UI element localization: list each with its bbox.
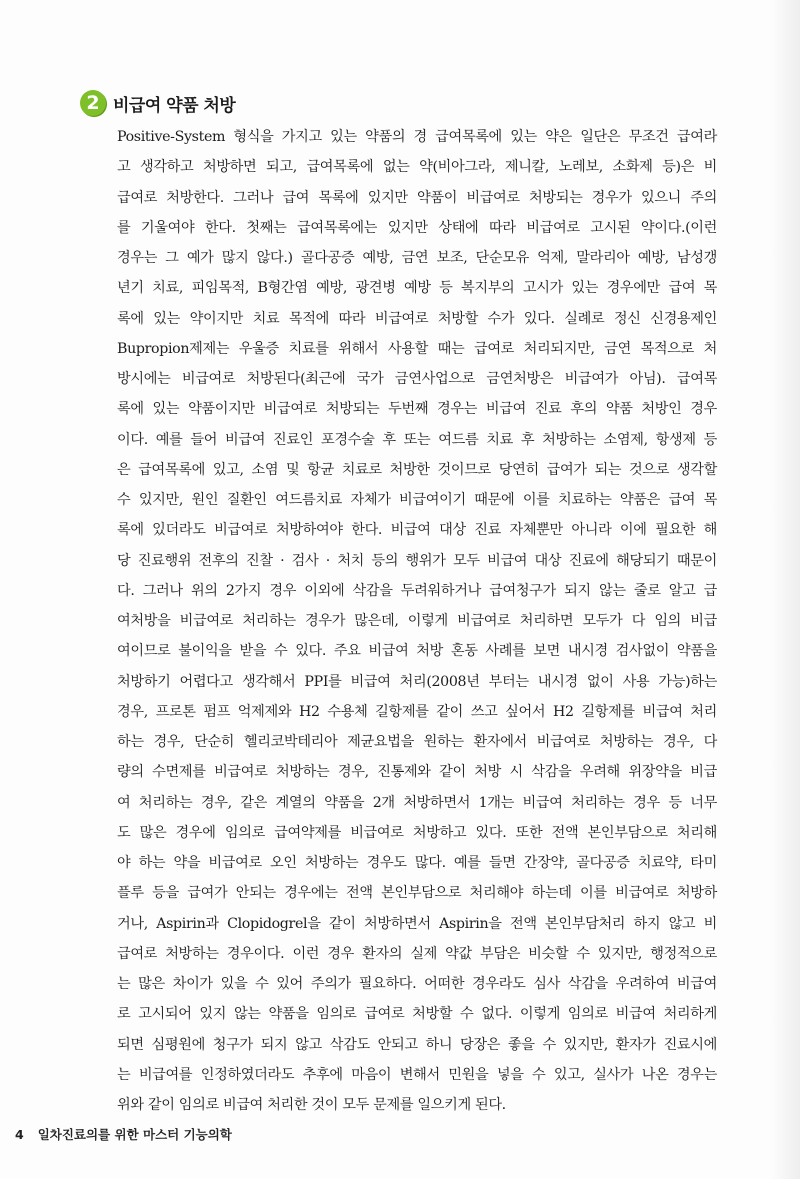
paragraph-line: 를 기울여야 한다. 첫째는 급여목록에는 있지만 상태에 따라 비급여로 고시된 약이다.(이런 <box>117 219 717 236</box>
paragraph-line: 급여로 처방한다. 그러나 급여 목록에 있지만 약품이 비급여로 처방되는 경우가 있으니 주의 <box>117 189 717 206</box>
paragraph-line: 다. 그러나 위의 2가지 경우 이외에 삭감을 두려워하거나 급여청구가 되지 않는 줄로 알고 급 <box>117 582 717 599</box>
page-edge-shadow <box>770 0 800 1179</box>
paragraph-line: Bupropion제제는 우울증 치료를 위해서 사용할 때는 급여로 처리되지만, 금연 목적으로 처 <box>117 340 717 357</box>
paragraph-line: 수 있지만, 원인 질환인 여드름치료 자체가 비급여이기 때문에 이를 치료하는 약품은 급여 목 <box>117 492 717 508</box>
paragraph-line: 년기 치료, 피임목적, B형간염 예방, 광견병 예방 등 복지부의 고시가 있는 경우에만 급여 목 <box>117 280 717 297</box>
body-paragraph <box>117 122 717 1120</box>
paragraph-line: 록에 있는 약이지만 치료 목적에 따라 비급여로 처방할 수가 있다. 실례로 정신 신경용제인 <box>117 310 717 327</box>
paragraph-line: 여이므로 불이익을 받을 수 있다. 주요 비급여 처방 혼동 사례를 보면 내시경 검사없이 약품을 <box>117 643 717 660</box>
paragraph-line: 여 처리하는 경우, 같은 계열의 약품을 2개 처방하면서 1개는 비급여 처리하는 경우 등 너무 <box>117 794 717 811</box>
page-footer <box>15 1125 232 1143</box>
paragraph-line: 로 고시되어 있지 않는 약품을 임의로 급여로 처방할 수 없다. 이렇게 임의로 비급여 처리하게 <box>117 1006 717 1023</box>
paragraph-line: 은 급여목록에 있고, 소염 및 항균 치료로 처방한 것이므로 당연히 급여가 되는 것으로 생각할 <box>117 461 717 478</box>
paragraph-line: 이다. 예를 들어 비급여 진료인 포경수술 후 또는 여드름 치료 후 처방하는 소염제, 항생제 등 <box>117 431 717 448</box>
paragraph-line: 하는 경우, 단순히 헬리코박테리아 제균요법을 원하는 환자에서 비급여로 처방하는 경우, 다 <box>117 734 717 750</box>
paragraph-line: 방시에는 비급여로 처방된다(최근에 국가 금연사업으로 금연처방은 비급여가 아님). 급여목 <box>117 371 717 387</box>
paragraph-line: 량의 수면제를 비급여로 처방하는 경우, 진통제와 같이 처방 시 삭감을 우려해 위장약을 비급 <box>117 764 717 781</box>
paragraph-line: 여처방을 비급여로 처리하는 경우가 많은데, 이렇게 비급여로 처리하면 모두가 다 임의 비급 <box>117 613 717 629</box>
paragraph-line: Positive-System 형식을 가지고 있는 약품의 경 급여목록에 있는 약은 일단은 무조건 급여라 <box>117 129 717 145</box>
paragraph-line: 는 많은 차이가 있을 수 있어 주의가 필요하다. 어떠한 경우라도 심사 삭감을 우려하여 비급여 <box>117 976 717 992</box>
paragraph-line: 처방하기 어렵다고 생각해서 PPI를 비급여 처리(2008년 부터는 내시경 없이 사용 가능)하는 <box>117 673 717 690</box>
book-title: 일차진료의를 위한 마스터 기능의학 <box>37 1127 232 1142</box>
section-heading <box>80 88 235 118</box>
paragraph-line: 는 비급여를 인정하였더라도 추후에 마음이 변해서 민원을 넣을 수 있고, 실사가 나온 경우는 <box>117 1066 717 1083</box>
paragraph-line: 거나, Aspirin과 Clopidogrel을 같이 처방하면서 Aspirin을 전액 본인부담처리 하지 않고 비 <box>117 915 717 932</box>
paragraph-line: 되면 심평원에 청구가 되지 않고 삭감도 안되고 하니 당장은 좋을 수 있지만, 환자가 진료시에 <box>117 1036 717 1053</box>
paragraph-line: 급여로 처방하는 경우이다. 이런 경우 환자의 실제 약값 부담은 비슷할 수 있지만, 행정적으로 <box>117 945 717 962</box>
paragraph-line: 고 생각하고 처방하면 되고, 급여목록에 없는 약(비아그라, 제니칼, 노레보, 소화제 등)은 비 <box>117 159 717 176</box>
paragraph-line: 록에 있더라도 비급여로 처방하여야 한다. 비급여 대상 진료 자체뿐만 아니라 이에 필요한 해 <box>117 522 717 539</box>
paragraph-line: 도 많은 경우에 임의로 급여약제를 비급여로 처방하고 있다. 또한 전액 본인부담으로 처리해 <box>117 824 717 841</box>
paragraph-line: 위와 같이 임의로 비급여 처리한 것이 모두 문제를 일으키게 된다. <box>117 1097 506 1113</box>
paragraph-line: 록에 있는 약품이지만 비급여로 처방되는 두번째 경우는 비급여 진료 후의 약품 처방인 경우 <box>117 401 717 418</box>
paragraph-line: 당 진료행위 전후의 진찰 · 검사 · 처치 등의 행위가 모두 비급여 대상 진료에 해당되기 때문이 <box>117 552 717 569</box>
paragraph-line: 플루 등을 급여가 안되는 경우에는 전액 본인부담으로 처리해야 하는데 이를 비급여로 처방하 <box>117 885 717 902</box>
section-title: 비급여 약품 처방 <box>113 95 236 116</box>
page-number: 4 <box>15 1127 24 1142</box>
section-number-badge: 2 <box>80 90 106 116</box>
paragraph-line: 경우, 프로톤 펌프 억제제와 H2 수용체 길항제를 같이 쓰고 싶어서 H2 길항제를 비급여 처리 <box>117 703 717 720</box>
paragraph-line: 야 하는 약을 비급여로 오인 처방하는 경우도 많다. 예를 들면 간장약, 골다공증 치료약, 타미 <box>117 855 717 871</box>
paragraph-line: 경우는 그 예가 많지 않다.) 골다공증 예방, 금연 보조, 단순모유 억제, 말라리아 예방, 남성갱 <box>117 250 717 266</box>
